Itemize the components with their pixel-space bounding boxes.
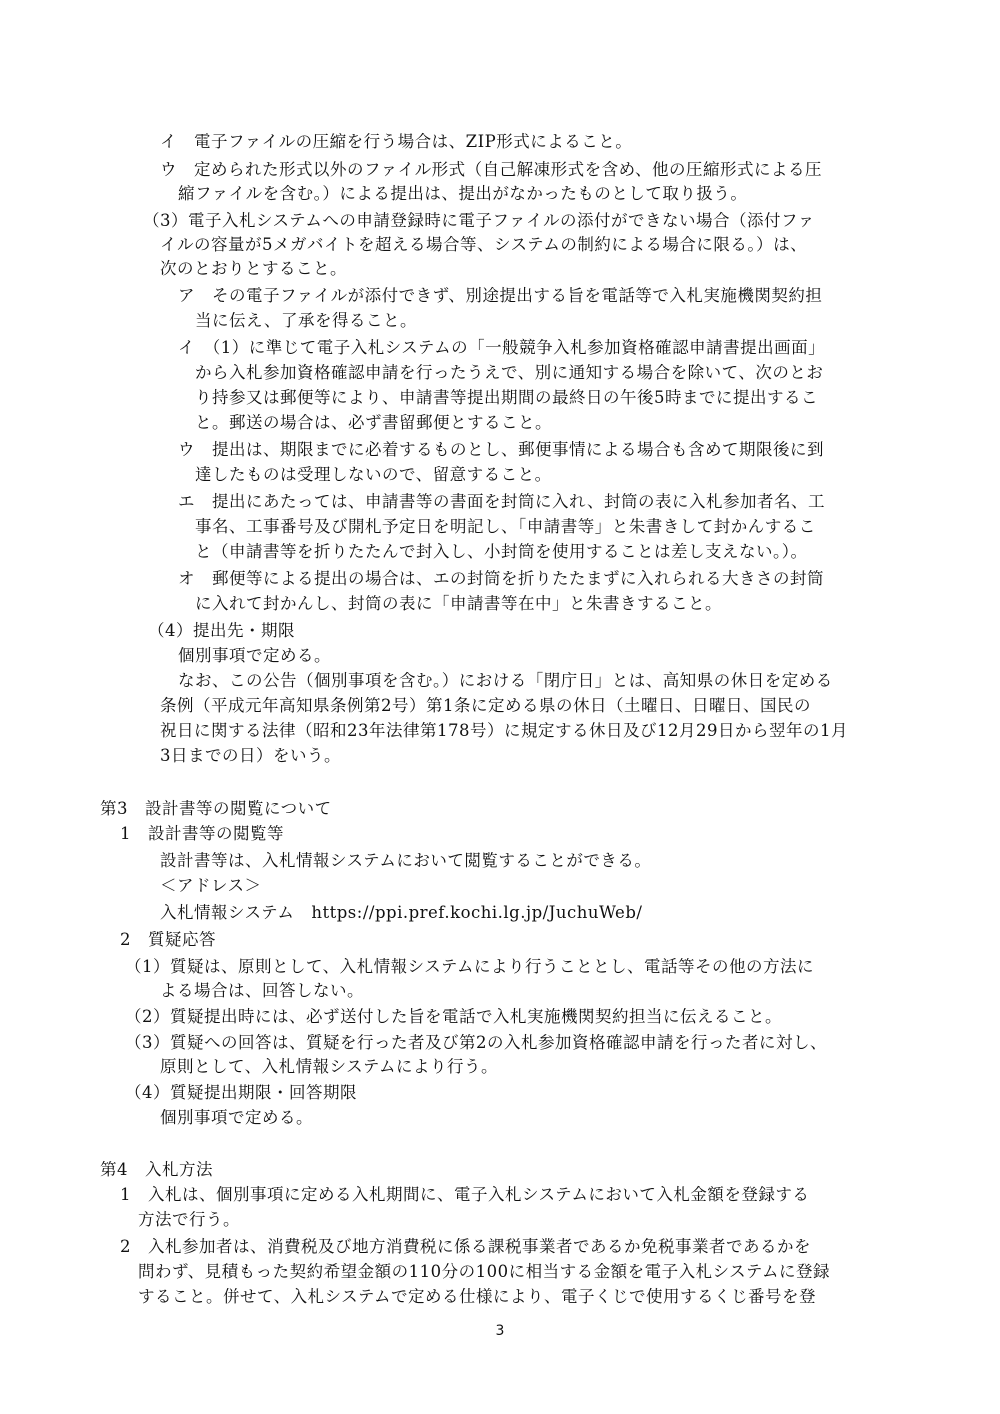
text-line: なお、この公告（個別事項を含む。）における「閉庁日」とは、高知県の休日を定める <box>178 671 833 690</box>
text-line: 問わず、見積もった契約希望金額の110分の100に相当する金額を電子入札システムに登録 <box>138 1262 831 1281</box>
section-heading: 第4 入札方法 <box>100 1160 213 1179</box>
text-line: 祝日に関する法律（昭和23年法律第178号）に規定する休日及び12月29日から翌年の1月 <box>160 721 848 740</box>
text-line: ウ 提出は、期限までに必着するものとし、郵便事情による場合も含めて期限後に到 <box>178 440 824 459</box>
text-line: イ 電子ファイルの圧縮を行う場合は、ZIP形式によること。 <box>160 132 633 151</box>
text-line: と（申請書等を折りたたんで封入し、小封筒を使用することは差し支えない。）。 <box>195 542 808 561</box>
text-line: 個別事項で定める。 <box>160 1108 313 1127</box>
text-line: 2 質疑応答 <box>120 930 216 949</box>
text-line: 達したものは受理しないので、留意すること。 <box>195 465 552 484</box>
text-line: 1 設計書等の閲覧等 <box>120 824 284 843</box>
text-line: 次のとおりとすること。 <box>160 259 347 278</box>
text-line: （3）質疑への回答は、質疑を行った者及び第2の入札参加資格確認申請を行った者に対し、 <box>125 1033 827 1052</box>
text-line: （4）提出先・期限 <box>148 621 295 640</box>
page-number: 3 <box>495 1323 505 1339</box>
text-line: 当に伝え、了承を得ること。 <box>195 311 417 330</box>
text-line: オ 郵便等による提出の場合は、エの封筒を折りたたまずに入れられる大きさの封筒 <box>178 569 824 588</box>
text-line: 個別事項で定める。 <box>178 646 331 665</box>
text-line: 条例（平成元年高知県条例第2号）第1条に定める県の休日（土曜日、日曜日、国民の <box>160 696 811 715</box>
text-line: イルの容量が5メガバイトを超える場合等、システムの制約による場合に限る。）は、 <box>160 235 808 254</box>
text-line: （4）質疑提出期限・回答期限 <box>125 1083 357 1102</box>
text-line: すること。併せて、入札システムで定める仕様により、電子くじで使用するくじ番号を登 <box>138 1287 817 1306</box>
text-line: 事名、工事番号及び開札予定日を明記し、「申請書等」と朱書きして封かんするこ <box>195 517 816 536</box>
text-line: ＜アドレス＞ <box>160 876 262 895</box>
text-line: 設計書等は、入札情報システムにおいて閲覧することができる。 <box>160 851 652 870</box>
text-line: 方法で行う。 <box>138 1210 240 1229</box>
text-line: 2 入札参加者は、消費税及び地方消費税に係る課税事業者であるか免税事業者であるかを <box>120 1237 811 1256</box>
text-line: イ （1）に準じて電子入札システムの「一般競争入札参加資格確認申請書提出画面」 <box>178 338 826 357</box>
text-line: り持参又は郵便等により、申請書等提出期間の最終日の午後5時までに提出するこ <box>195 388 818 407</box>
text-line: と。郵送の場合は、必ず書留郵便とすること。 <box>195 413 552 432</box>
text-line: から入札参加資格確認申請を行ったうえで、別に通知する場合を除いて、次のとお <box>195 363 824 382</box>
text-line: に入れて封かんし、封筒の表に「申請書等在中」と朱書きすること。 <box>195 594 722 613</box>
text-line: よる場合は、回答しない。 <box>160 981 364 1000</box>
text-line: ア その電子ファイルが添付できず、別途提出する旨を電話等で入札実施機関契約担 <box>178 286 823 305</box>
text-line: ウ 定められた形式以外のファイル形式（自己解凍形式を含め、他の圧縮形式による圧 <box>160 160 823 179</box>
section-heading: 第3 設計書等の閲覧について <box>100 799 332 818</box>
text-line: 原則として、入札情報システムにより行う。 <box>160 1057 499 1076</box>
text-line: 縮ファイルを含む。）による提出は、提出がなかったものとして取り扱う。 <box>178 184 748 203</box>
text-line: 3日までの日）をいう。 <box>160 746 341 765</box>
text-line: （1）質疑は、原則として、入札情報システムにより行うこととし、電話等その他の方法に <box>125 957 815 976</box>
text-line: （3）電子入札システムへの申請登録時に電子ファイルの添付ができない場合（添付ファ <box>143 211 815 230</box>
url-line: 入札情報システム https://ppi.pref.kochi.lg.jp/JuchuWeb/ <box>160 903 643 922</box>
text-line: エ 提出にあたっては、申請書等の書面を封筒に入れ、封筒の表に入札参加者名、工 <box>178 492 825 511</box>
text-line: 1 入札は、個別事項に定める入札期間に、電子入札システムにおいて入札金額を登録する <box>120 1185 810 1204</box>
text-line: （2）質疑提出時には、必ず送付した旨を電話で入札実施機関契約担当に伝えること。 <box>125 1007 782 1026</box>
